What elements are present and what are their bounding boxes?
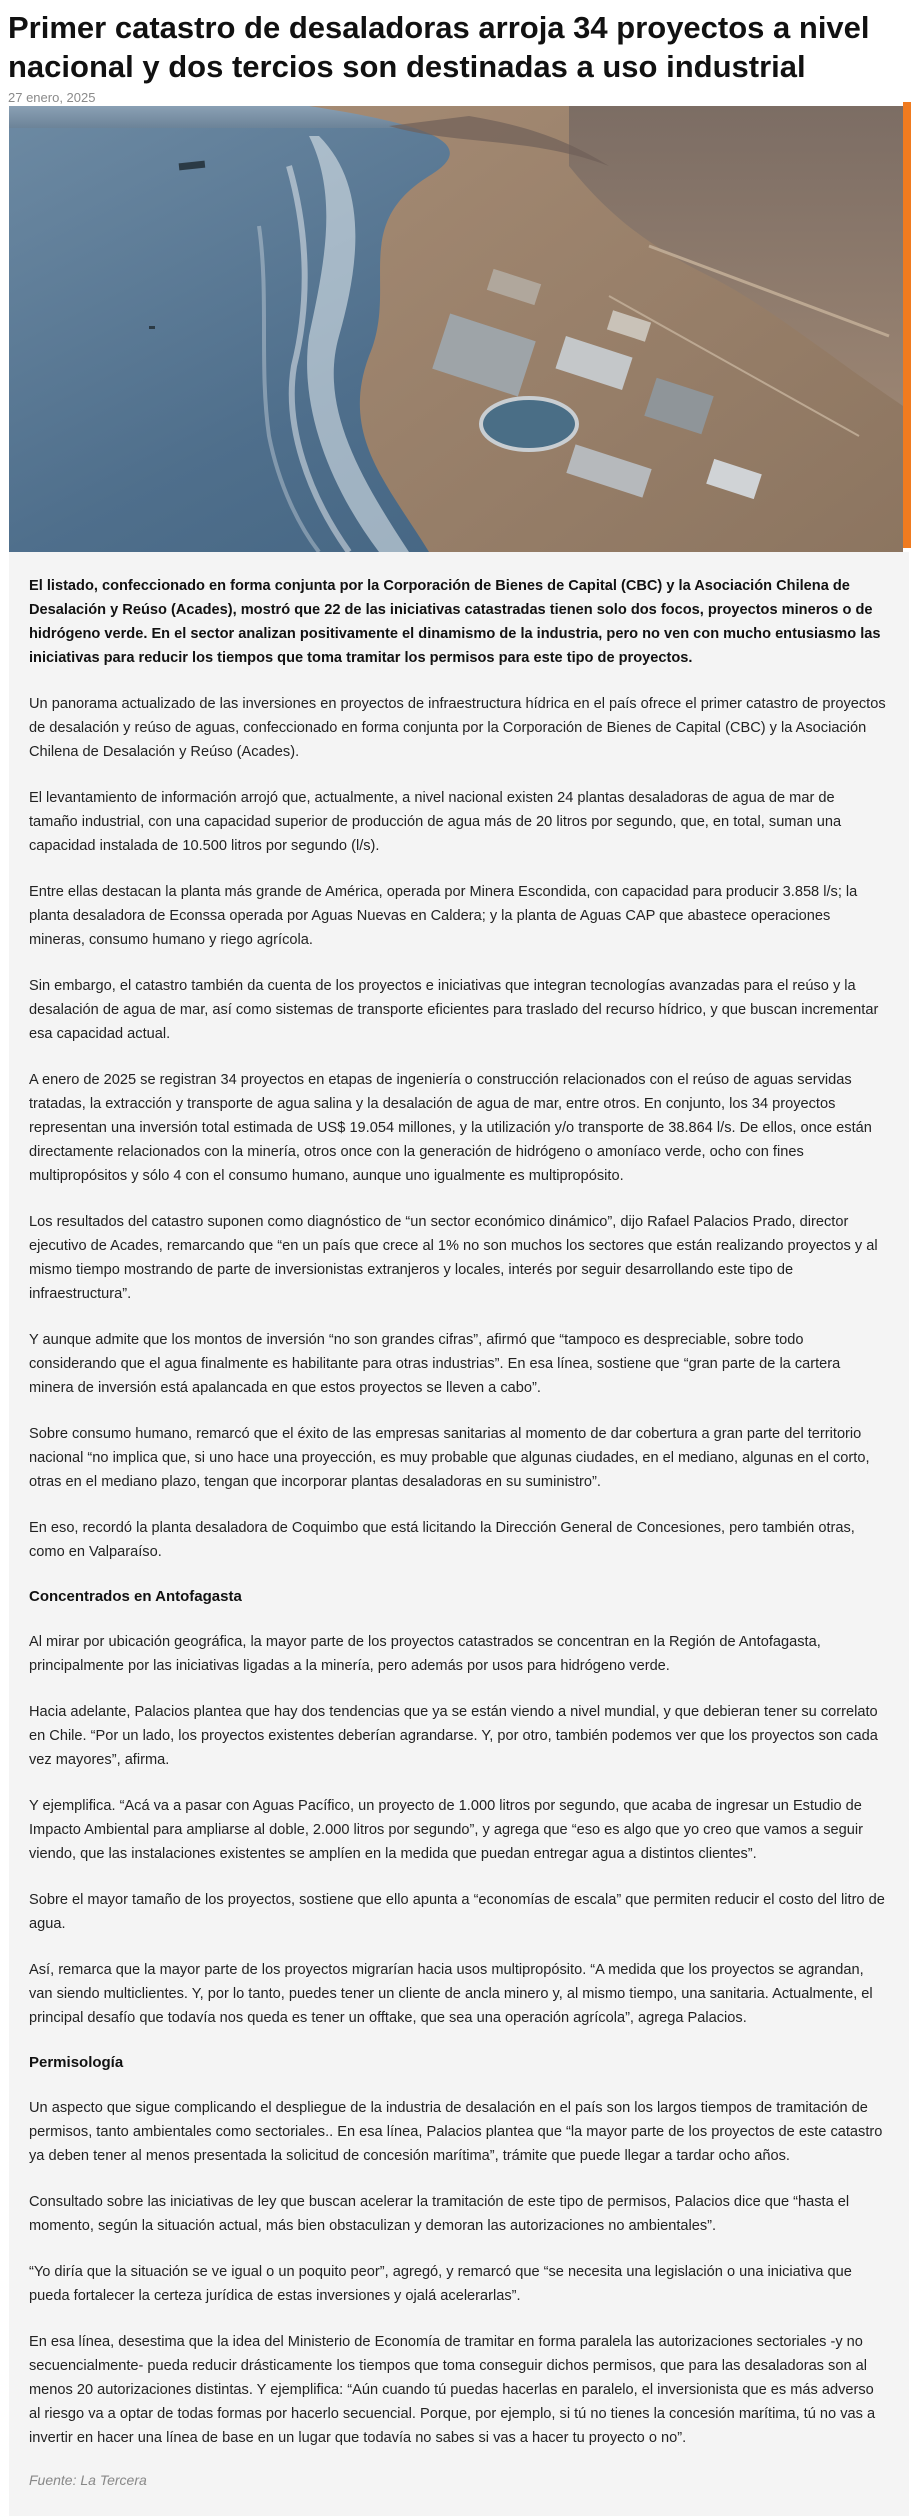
aerial-desalination-plant-photo (9, 106, 903, 552)
article-paragraph: A enero de 2025 se registran 34 proyectos en etapas de ingeniería o construcción relacionados con el reúso de aguas servidas tratadas, la extracción y transporte de agua salina y la desalación de agua de mar, entre otros. En conjunto, los 34 proyectos representan una inversión total estimada de US$ 19.054 millones, y la utilización y/o transporte de 38.864 l/s. De ellos, once están directamente relacionados con la minería, otros once con la generación de hidrógeno o amoníaco verde, ocho con fines multipropósitos y sólo 4 con el consumo humano, aunque uno igualmente es multipropósito. (29, 1072, 872, 1184)
section-heading-antofagasta: Concentrados en Antofagasta (29, 1588, 242, 1605)
article-source: Fuente: La Tercera (29, 2472, 147, 2488)
article-paragraph: En eso, recordó la planta desaladora de Coquimbo que está licitando la Dirección General de Concesiones, pero también otras, como en Valparaíso. (29, 1520, 855, 1560)
hero-accent-bar (903, 102, 911, 548)
article-lead: El listado, confeccionado en forma conjunta por la Corporación de Bienes de Capital (CBC) y la Asociación Chilena de Desalación y Reúso (Acades), mostró que 22 de las iniciativas catastradas tienen solo dos focos, proyectos mineros o de hidrógeno verde. En el sector analizan positivamente el dinamismo de la industria, pero no ven con mucho entusiasmo las iniciativas para reducir los tiempos que toma tramitar los permisos para este tipo de proyectos. (29, 578, 881, 666)
hero-image (9, 106, 903, 552)
article-headline: Primer catastro de desaladoras arroja 34 proyectos a nivel nacional y dos tercios son destinadas a uso industrial (8, 10, 870, 84)
article-date: 27 enero, 2025 (8, 90, 96, 105)
article-paragraph: “Yo diría que la situación se ve igual o un poquito peor”, agregó, y remarcó que “se necesita una legislación o una iniciativa que pueda fortalecer la certeza jurídica de estas inversiones y ojalá acelerarlas”. (29, 2264, 852, 2304)
article-paragraph: Y aunque admite que los montos de inversión “no son grandes cifras”, afirmó que “tampoco es despreciable, sobre todo considerando que el agua finalmente es habilitante para otras industrias”. En esa línea, sostiene que “gran parte de la cartera minera de inversión está apalancada en que estos proyectos se lleven a cabo”. (29, 1332, 841, 1396)
article-paragraph: En esa línea, desestima que la idea del Ministerio de Economía de tramitar en forma paralela las autorizaciones sectoriales -y no secuencialmente- pueda reducir drásticamente los tiempos que toma conseguir dichos permisos, que para las desaladoras son al menos 20 autorizaciones distintas. Y ejemplifica: “Aún cuando tú puedas hacerlas en paralelo, el inversionista que es más adverso al riesgo va a optar de todas formas por hacerlo secuencial. Porque, por ejemplo, si tú no tienes la concesión marítima, tú no vas a invertir en hacer una línea de base en un lugar que todavía no sabes si vas a hacer tu proyecto o no”. (29, 2334, 876, 2446)
article-paragraph: Al mirar por ubicación geográfica, la mayor parte de los proyectos catastrados se concentran en la Región de Antofagasta, principalmente por las iniciativas ligadas a la minería, pero además por usos para hidrógeno verde. (29, 1634, 821, 1674)
article-paragraph: Así, remarca que la mayor parte de los proyectos migrarían hacia usos multipropósito. “A medida que los proyectos se agrandan, van siendo multiclientes. Y, por lo tanto, puedes tener un cliente de ancla minero y, al mismo tiempo, una sanitaria. Actualmente, el principal desafío que todavía nos queda es tener un offtake, que sea una operación agrícola”, agrega Palacios. (29, 1962, 873, 2026)
article-paragraph: Sobre el mayor tamaño de los proyectos, sostiene que ello apunta a “economías de escala” que permiten reducir el costo del litro de agua. (29, 1892, 885, 1932)
article-paragraph: Entre ellas destacan la planta más grande de América, operada por Minera Escondida, con capacidad para producir 3.858 l/s; la planta desaladora de Econssa operada por Aguas Nuevas en Caldera; y la planta de Aguas CAP que abastece operaciones mineras, consumo humano y riego agrícola. (29, 884, 858, 948)
article-paragraph: Hacia adelante, Palacios plantea que hay dos tendencias que ya se están viendo a nivel mundial, y que debieran tener su correlato en Chile. “Por un lado, los proyectos existentes deberían agrandarse. Y, por otro, también podemos ver que los proyectos son cada vez mayores”, afirma. (29, 1704, 878, 1768)
article-paragraph: Un panorama actualizado de las inversiones en proyectos de infraestructura hídrica en el país ofrece el primer catastro de proyectos de desalación y reúso de aguas, confeccionado en forma conjunta por la Corporación de Bienes de Capital (CBC) y la Asociación Chilena de Desalación y Reúso (Acades). (29, 696, 886, 760)
article-paragraph: Un aspecto que sigue complicando el despliegue de la industria de desalación en el país son los largos tiempos de tramitación de permisos, tanto ambientales como sectoriales.. En esa línea, Palacios plantea que “la mayor parte de los proyectos de este catastro ya deben tener al menos presentada la solicitud de concesión marítima”, trámite que puede llegar a tardar ocho años. (29, 2100, 883, 2164)
article-paragraph: Los resultados del catastro suponen como diagnóstico de “un sector económico dinámico”, dijo Rafael Palacios Prado, director ejecutivo de Acades, remarcando que “en un país que crece al 1% no son muchos los sectores que están realizando proyectos y al mismo tiempo mostrando de parte de inversionistas extranjeros y locales, interés por seguir desarrollando este tipo de infraestructura”. (29, 1214, 878, 1302)
article-paragraph: Consultado sobre las iniciativas de ley que buscan acelerar la tramitación de este tipo de permisos, Palacios dice que “hasta el momento, según la situación actual, más bien obstaculizan y demoran las autorizaciones no ambientales”. (29, 2194, 850, 2234)
section-heading-permisologia: Permisología (29, 2054, 124, 2071)
article-paragraph: Sin embargo, el catastro también da cuenta de los proyectos e iniciativas que integran tecnologías avanzadas para el reúso y la desalación de agua de mar, así como sistemas de transporte eficientes para traslado del recurso hídrico, y que buscan incrementar esa capacidad actual. (29, 978, 879, 1042)
article-paragraph: Y ejemplifica. “Acá va a pasar con Aguas Pacífico, un proyecto de 1.000 litros por segundo, que acaba de ingresar un Estudio de Impacto Ambiental para ampliarse al doble, 2.000 litros por segundo”, y agrega que “eso es algo que yo creo que vamos a seguir viendo, que las instalaciones existentes se amplíen en la medida que puedan entregar agua a distintos clientes”. (29, 1798, 863, 1862)
article-body (9, 552, 909, 2516)
article-paragraph: El levantamiento de información arrojó que, actualmente, a nivel nacional existen 24 plantas desaladoras de agua de mar de tamaño industrial, con una capacidad superior de producción de agua más de 20 litros por segundo, que, en total, suman una capacidad instalada de 10.500 litros por segundo (l/s). (29, 790, 842, 854)
article-paragraph: Sobre consumo humano, remarcó que el éxito de las empresas sanitarias al momento de dar cobertura a gran parte del territorio nacional “no implica que, si uno hace una proyección, es muy probable que algunas ciudades, en el mediano, algunas en el corto, otras en el mediano plazo, tengan que incorporar plantas desaladoras en su suministro”. (29, 1426, 870, 1490)
